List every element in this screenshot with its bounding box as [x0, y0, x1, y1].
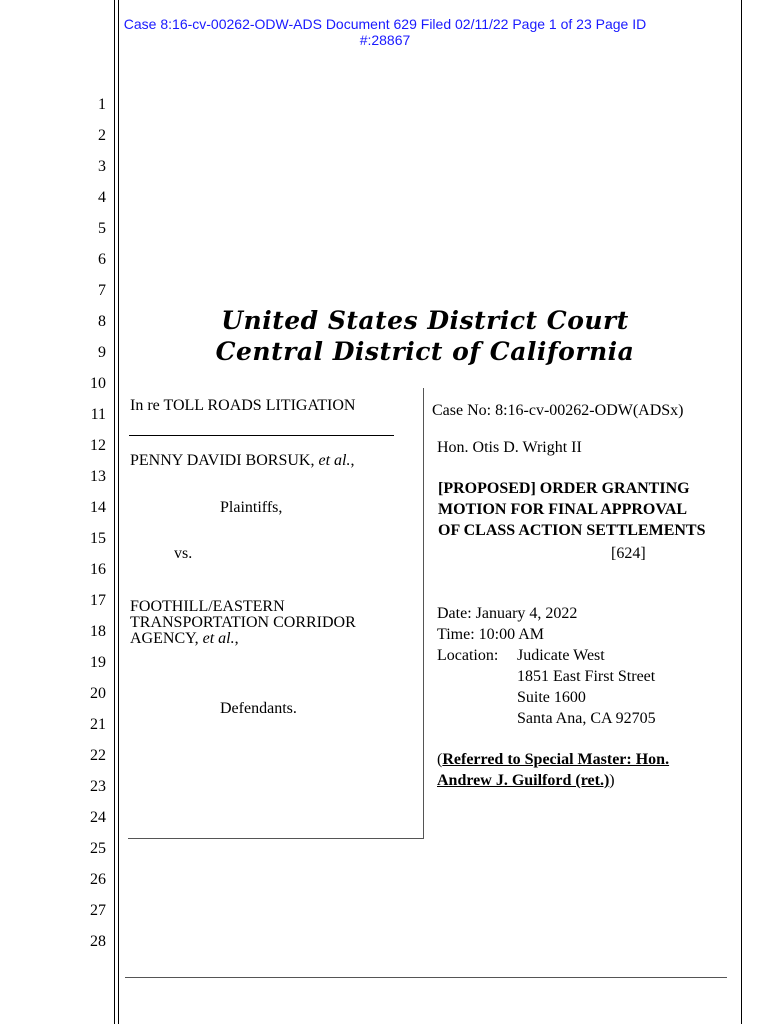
- line-number: 10: [90, 375, 106, 392]
- case-number: Case No: 8:16-cv-00262-ODW(ADSx): [432, 402, 684, 419]
- line-number: 20: [90, 685, 106, 702]
- court-district: Central District of California: [215, 337, 635, 366]
- referral-text-1: Referred to Special Master: Hon.: [442, 751, 670, 768]
- judge-name: Hon. Otis D. Wright II: [437, 439, 582, 456]
- line-number: 11: [90, 406, 106, 423]
- defendants-label: Defendants.: [220, 700, 297, 717]
- line-number: 2: [98, 127, 106, 144]
- line-number: 24: [90, 809, 106, 826]
- caption-separator: [129, 435, 394, 436]
- defendant-agency: AGENCY,: [130, 630, 199, 647]
- defendant-line-2: TRANSPORTATION CORRIDOR: [130, 614, 356, 631]
- left-margin-rule-1: [114, 0, 115, 1024]
- filing-stamp-line-1: Case 8:16-cv-00262-ODW-ADS Document 629 Filed 02/11/22 Page 1 of 23 Page ID: [123, 16, 647, 32]
- plaintiff-et-al: et al.: [318, 452, 351, 469]
- defendant-line-1: FOOTHILL/EASTERN: [130, 598, 285, 615]
- line-number: 8: [98, 313, 106, 330]
- document-title-line-3: OF CLASS ACTION SETTLEMENTS: [438, 522, 706, 539]
- defendant-line-3: [130, 631, 239, 647]
- line-number: 3: [98, 158, 106, 175]
- hearing-time: Time: 10:00 AM: [437, 626, 544, 643]
- defendant-et-al: et al.: [202, 630, 235, 647]
- location-label: Location:: [437, 647, 499, 664]
- plaintiff-name: [130, 452, 354, 470]
- plaintiffs-label: Plaintiffs,: [220, 499, 283, 516]
- line-number: 22: [90, 747, 106, 764]
- referral-close-paren: ): [609, 772, 615, 789]
- in-re-title: In re TOLL ROADS LITIGATION: [130, 397, 356, 414]
- court-name: United States District Court: [221, 306, 629, 335]
- location-line-4: Santa Ana, CA 92705: [517, 710, 656, 727]
- plaintiff-name-text: PENNY DAVIDI BORSUK,: [130, 452, 315, 469]
- document-title-line-2: MOTION FOR FINAL APPROVAL: [438, 501, 688, 518]
- location-line-2: 1851 East First Street: [517, 668, 656, 685]
- line-number: 21: [90, 716, 106, 733]
- location-line-3: Suite 1600: [517, 689, 586, 706]
- line-number: 19: [90, 654, 106, 671]
- line-number: 4: [98, 189, 106, 206]
- line-number: 5: [98, 220, 106, 237]
- caption-bottom-rule: [128, 838, 424, 839]
- line-number: 6: [98, 251, 106, 268]
- defendant-comma: ,: [234, 630, 239, 647]
- line-number: 16: [90, 561, 106, 578]
- referral-line-1: [437, 751, 669, 769]
- line-number: 18: [90, 623, 106, 640]
- referral-open-paren: (: [437, 751, 443, 768]
- line-number: 26: [90, 871, 106, 888]
- line-number: 9: [98, 344, 106, 361]
- hearing-date: Date: January 4, 2022: [437, 605, 578, 622]
- filing-stamp-line-2: #:28867: [359, 32, 411, 48]
- line-number: 14: [90, 499, 106, 516]
- line-number: 23: [90, 778, 106, 795]
- line-number: 15: [90, 530, 106, 547]
- referral-text-2: Andrew J. Guilford (ret.): [437, 772, 610, 789]
- line-number: 13: [90, 468, 106, 485]
- referral-line-2: [437, 772, 615, 790]
- document-title-line-1: [438, 480, 690, 498]
- line-number: 7: [98, 282, 106, 299]
- caption-divider: [423, 388, 424, 838]
- docket-reference: [624]: [611, 545, 646, 562]
- line-number: 17: [90, 592, 106, 609]
- line-number: 1: [98, 96, 106, 113]
- line-number: 27: [90, 902, 106, 919]
- title-line-1-text: ORDER GRANTING: [539, 480, 690, 497]
- location-line-1: Judicate West: [517, 647, 605, 664]
- right-margin-rule: [741, 0, 742, 1024]
- line-number: 28: [90, 933, 106, 950]
- struck-proposed: [PROPOSED]: [438, 480, 536, 497]
- left-margin-rule-2: [118, 0, 119, 1024]
- plaintiff-comma: ,: [350, 452, 355, 469]
- footer-rule: [125, 977, 727, 978]
- versus-label: vs.: [174, 545, 193, 562]
- line-number: 25: [90, 840, 106, 857]
- line-number: 12: [90, 437, 106, 454]
